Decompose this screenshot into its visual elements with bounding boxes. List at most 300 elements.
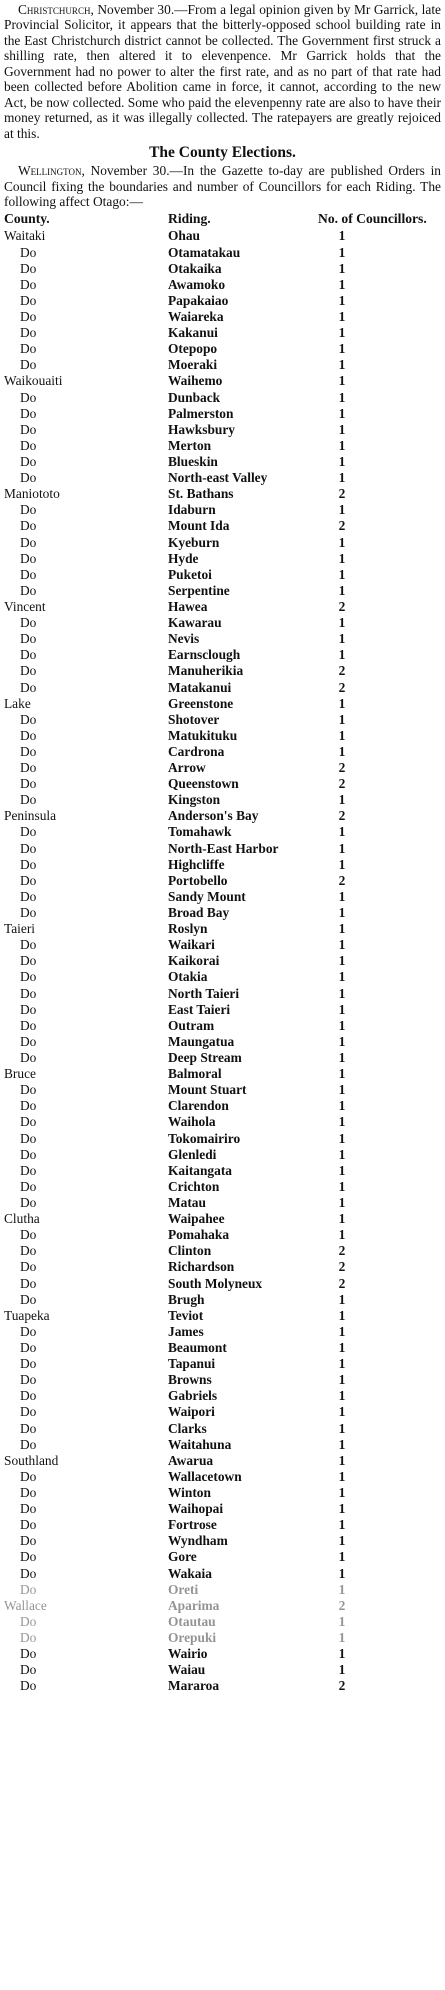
table-row [4, 341, 441, 357]
riding-cell: Aparima [168, 1597, 220, 1613]
councillors-cell: 1 [338, 1178, 346, 1194]
councillors-cell: 1 [338, 566, 346, 582]
county-cell: Do [20, 905, 37, 921]
county-cell: Do [20, 631, 37, 647]
county-cell: Do [20, 1484, 37, 1500]
councillors-cell: 1 [338, 695, 346, 711]
councillors-cell: 1 [338, 308, 346, 324]
councillors-cell: 1 [338, 1372, 346, 1388]
table-row [4, 680, 441, 696]
councillors-cell: 1 [338, 888, 346, 904]
riding-cell: Orepuki [168, 1629, 217, 1645]
riding-cell: Waiareka [168, 308, 224, 324]
county-cell: Do [20, 1613, 37, 1629]
councillors-cell: 1 [338, 1307, 346, 1323]
riding-cell: Roslyn [168, 921, 208, 937]
riding-cell: Waitahuna [168, 1436, 232, 1452]
table-row [4, 406, 441, 422]
councillors-cell: 1 [338, 1356, 346, 1372]
table-row [4, 422, 441, 438]
county-cell: Do [20, 1388, 37, 1404]
table-row [4, 760, 441, 776]
table-row [4, 776, 441, 792]
councillors-cell: 1 [338, 1501, 346, 1517]
riding-cell: Papakaiao [168, 292, 229, 308]
article-body: , November 30.—From a legal opinion given by Mr Garrick, late Provincial Solicitor, it appears that the bitterly-opposed school building rate in the East Christchurch district cannot be collected. The Government first struck a shilling rate, then altered it to elevenpence. Mr Garrick holds that the Government had no power to alter the first rate, and as no part of that rate had been collected before Abolition came in force, it cannot, according to the new Act, be now collected. Some who paid the elevenpenny rate are also to have their money returned, as it was illegally collected. The ratepayers are greatly rejoiced at this. [4, 2, 441, 141]
councillors-cell: 1 [338, 647, 346, 663]
councillors-cell: 1 [338, 341, 346, 357]
councillors-cell: 2 [338, 518, 346, 534]
county-cell: Maniototo [4, 486, 60, 502]
county-cell: Do [20, 1678, 37, 1694]
county-cell: Waitaki [4, 228, 46, 244]
councillors-cell: 1 [338, 292, 346, 308]
county-cell: Do [20, 518, 37, 534]
table-row [4, 1018, 441, 1034]
riding-cell: Awarua [168, 1452, 214, 1468]
county-cell: Do [20, 647, 37, 663]
councillors-cell: 1 [338, 1146, 346, 1162]
county-cell: Do [20, 260, 37, 276]
table-row [4, 1582, 441, 1598]
councillors-cell: 1 [338, 1646, 346, 1662]
riding-cell: Waihemo [168, 373, 223, 389]
riding-column-header: Riding. [168, 211, 211, 227]
riding-cell: East Taieri [168, 1001, 231, 1017]
county-cell: Do [20, 1291, 37, 1307]
county-cell: Do [20, 856, 37, 872]
table-row [4, 937, 441, 953]
county-cell: Do [20, 1662, 37, 1678]
councillors-cell: 1 [338, 1066, 346, 1082]
county-cell: Do [20, 1114, 37, 1130]
riding-cell: Gabriels [168, 1388, 218, 1404]
councillors-cell: 2 [338, 760, 346, 776]
riding-cell: Waiau [168, 1662, 206, 1678]
table-row [4, 857, 441, 873]
councillors-cell: 1 [338, 276, 346, 292]
county-cell: Do [20, 276, 37, 292]
table-row [4, 1598, 441, 1614]
county-cell: Do [20, 357, 37, 373]
county-cell: Do [20, 1420, 37, 1436]
table-row [4, 1388, 441, 1404]
county-cell: Do [20, 760, 37, 776]
table-row [4, 1131, 441, 1147]
riding-cell: Matau [168, 1195, 206, 1210]
table-row [4, 518, 441, 534]
county-cell: Waikouaiti [4, 373, 63, 389]
county-cell: Do [20, 1339, 37, 1355]
table-row [4, 1195, 441, 1211]
table-row [4, 470, 441, 486]
councillors-cell: 1 [338, 405, 346, 421]
table-row [4, 615, 441, 631]
county-cell: Do [20, 1243, 37, 1259]
county-cell: Do [20, 1146, 37, 1162]
table-row [4, 454, 441, 470]
councillors-cell: 1 [338, 840, 346, 856]
riding-cell: Waihola [168, 1114, 216, 1130]
county-cell: Do [20, 1178, 37, 1194]
councillors-cell: 1 [338, 1050, 346, 1066]
riding-cell: Hyde [168, 550, 199, 566]
riding-cell: Puketoi [168, 566, 212, 582]
table-row [4, 1050, 441, 1066]
table-row [4, 1404, 441, 1420]
riding-cell: Crichton [168, 1178, 220, 1194]
county-cell: Do [20, 453, 37, 469]
councillors-cell: 1 [338, 824, 346, 840]
table-header [4, 211, 441, 227]
table-row [4, 728, 441, 744]
county-cell: Do [20, 1436, 37, 1452]
table-row [4, 744, 441, 760]
riding-cell: Idaburn [168, 502, 216, 518]
riding-cell: Dunback [168, 389, 221, 405]
councillors-cell: 1 [338, 727, 346, 743]
table-row [4, 1662, 441, 1678]
councillors-cell: 1 [338, 228, 346, 244]
table-row [4, 921, 441, 937]
county-cell: Do [20, 1404, 37, 1420]
councillors-cell: 1 [338, 1162, 346, 1178]
table-row [4, 551, 441, 567]
riding-cell: Pomahaka [168, 1227, 230, 1243]
county-cell: Do [20, 1033, 37, 1049]
table-row [4, 1211, 441, 1227]
riding-cell: Clarendon [168, 1098, 229, 1114]
councillors-cell: 1 [338, 1291, 346, 1307]
riding-cell: Hawea [168, 598, 208, 614]
wellington-paragraph [4, 163, 441, 209]
riding-cell: North-East Harbor [168, 840, 279, 856]
councillors-cell: 1 [338, 856, 346, 872]
county-cell: Do [20, 405, 37, 421]
riding-cell: North Taieri [168, 985, 240, 1001]
councillors-cell: 1 [338, 582, 346, 598]
riding-cell: Shotover [168, 711, 220, 727]
riding-cell: Wairio [168, 1646, 208, 1662]
table-row [4, 535, 441, 551]
table-row [4, 228, 441, 244]
councillors-cell: 1 [338, 389, 346, 405]
table-row [4, 1372, 441, 1388]
table-row [4, 309, 441, 325]
table-row [4, 1340, 441, 1356]
councillors-cell: 1 [338, 1420, 346, 1436]
councillors-cell: 1 [338, 357, 346, 373]
table-row [4, 1533, 441, 1549]
councillors-cell: 2 [338, 1275, 346, 1291]
riding-cell: Otepopo [168, 341, 218, 357]
table-row [4, 1259, 441, 1275]
councillors-cell: 1 [338, 1404, 346, 1420]
county-column-header: County. [4, 211, 50, 227]
riding-cell: James [168, 1323, 204, 1339]
table-row [4, 293, 441, 309]
county-cell: Do [20, 1259, 37, 1275]
councillors-cell: 2 [338, 1597, 346, 1613]
county-cell: Do [20, 1130, 37, 1146]
councillors-cell: 1 [338, 470, 346, 486]
table-row [4, 1469, 441, 1485]
county-cell: Do [20, 953, 37, 969]
riding-cell: Kyeburn [168, 534, 220, 550]
county-cell: Do [20, 1517, 37, 1533]
table-row [4, 808, 441, 824]
table-row [4, 373, 441, 389]
table-row [4, 1002, 441, 1018]
county-cell: Southland [4, 1452, 59, 1468]
county-cell: Do [20, 1372, 37, 1388]
county-cell: Do [20, 566, 37, 582]
riding-cell: Tapanui [168, 1356, 216, 1372]
table-row [4, 1437, 441, 1453]
county-cell: Do [20, 792, 37, 808]
riding-cell: Awamoko [168, 276, 226, 292]
table-row [4, 1243, 441, 1259]
county-cell: Do [20, 1082, 37, 1098]
county-cell: Do [20, 1581, 37, 1597]
riding-cell: Arrow [168, 760, 206, 776]
riding-cell: Balmoral [168, 1066, 222, 1082]
councillors-cell: 1 [338, 1613, 346, 1629]
table-row [4, 1501, 441, 1517]
councillors-cell: 1 [338, 1098, 346, 1114]
county-cell: Do [20, 1275, 37, 1291]
riding-cell: Otamatakau [168, 244, 241, 260]
county-cell: Do [20, 937, 37, 953]
riding-cell: Earnsclough [168, 647, 241, 663]
christchurch-article [4, 2, 441, 141]
dateline-place: Christchurch [18, 2, 91, 17]
wellington-article [4, 163, 441, 209]
county-cell: Bruce [4, 1066, 36, 1082]
county-cell: Do [20, 470, 37, 486]
county-cell: Do [20, 1195, 37, 1210]
councillors-cell: 1 [338, 1388, 346, 1404]
table-row [4, 438, 441, 454]
county-cell: Do [20, 502, 37, 518]
councillors-cell: 1 [338, 534, 346, 550]
riding-cell: Mount Ida [168, 518, 230, 534]
riding-cell: Kaikorai [168, 953, 220, 969]
table-row [4, 1227, 441, 1243]
councillors-cell: 2 [338, 1678, 346, 1694]
councillors-cell: 1 [338, 615, 346, 631]
county-cell: Do [20, 969, 37, 985]
riding-cell: Wyndham [168, 1533, 228, 1549]
riding-cell: Beaumont [168, 1339, 227, 1355]
county-cell: Do [20, 824, 37, 840]
councillors-cell: 1 [338, 1339, 346, 1355]
table-row [4, 1421, 441, 1437]
councillors-cell: 1 [338, 453, 346, 469]
county-cell: Do [20, 437, 37, 453]
riding-cell: St. Bathans [168, 486, 234, 502]
table-row [4, 1630, 441, 1646]
riding-cell: Greenstone [168, 695, 234, 711]
riding-cell: Kakanui [168, 325, 218, 341]
table-row [4, 986, 441, 1002]
table-row [4, 245, 441, 261]
councillors-cell: 2 [338, 776, 346, 792]
riding-cell: Highcliffe [168, 856, 225, 872]
riding-cell: Mararoa [168, 1678, 220, 1694]
table-row [4, 873, 441, 889]
councillors-cell: 2 [338, 486, 346, 502]
county-cell: Do [20, 1227, 37, 1243]
riding-cell: Gore [168, 1549, 197, 1565]
county-cell: Do [20, 421, 37, 437]
riding-cell: Nevis [168, 631, 200, 647]
councillors-cell: 1 [338, 1484, 346, 1500]
riding-cell: Matukituku [168, 727, 238, 743]
table-row [4, 486, 441, 502]
councillors-cell: 1 [338, 792, 346, 808]
councillors-cell: 2 [338, 872, 346, 888]
county-cell: Do [20, 711, 37, 727]
table-row [4, 1276, 441, 1292]
county-cell: Do [20, 888, 37, 904]
councillors-cell: 1 [338, 244, 346, 260]
table-row [4, 261, 441, 277]
councillors-cell: 2 [338, 1243, 346, 1259]
county-cell: Do [20, 244, 37, 260]
councillors-cell: 1 [338, 743, 346, 759]
county-cell: Do [20, 1646, 37, 1662]
councillors-cell: 1 [338, 1033, 346, 1049]
riding-cell: Otakaika [168, 260, 222, 276]
county-cell: Vincent [4, 598, 46, 614]
table-row [4, 1614, 441, 1630]
county-cell: Peninsula [4, 808, 57, 824]
table-row [4, 1066, 441, 1082]
table-row [4, 663, 441, 679]
table-row [4, 1566, 441, 1582]
riding-cell: Fortrose [168, 1517, 217, 1533]
riding-cell: Otakia [168, 969, 208, 985]
riding-cell: South Molyneux [168, 1275, 263, 1291]
councillors-cell: 1 [338, 1017, 346, 1033]
county-cell: Do [20, 550, 37, 566]
councillors-cell: 1 [338, 953, 346, 969]
christchurch-paragraph [4, 2, 441, 141]
councillors-cell: 1 [338, 421, 346, 437]
councillors-cell: 1 [338, 631, 346, 647]
county-cell: Do [20, 1565, 37, 1581]
county-cell: Do [20, 292, 37, 308]
riding-cell: North-east Valley [168, 470, 268, 486]
riding-cell: Manuherikia [168, 663, 244, 679]
riding-cell: Winton [168, 1484, 211, 1500]
councillors-cell: 1 [338, 1468, 346, 1484]
table-row [4, 1485, 441, 1501]
county-cell: Do [20, 615, 37, 631]
councillors-cell: 1 [338, 1629, 346, 1645]
county-cell: Tuapeka [4, 1307, 50, 1323]
councillors-cell: 1 [338, 1533, 346, 1549]
table-row [4, 1549, 441, 1565]
county-cell: Do [20, 341, 37, 357]
table-row [4, 1082, 441, 1098]
councillors-cell: 1 [338, 1195, 346, 1210]
county-cell: Do [20, 534, 37, 550]
riding-cell: Glenledi [168, 1146, 217, 1162]
table-row [4, 1163, 441, 1179]
county-cell: Do [20, 663, 37, 679]
county-cell: Do [20, 727, 37, 743]
riding-cell: Tokomairiro [168, 1130, 241, 1146]
table-row [4, 712, 441, 728]
councillors-cell: 1 [338, 1211, 346, 1227]
riding-cell: Browns [168, 1372, 212, 1388]
table-row [4, 1098, 441, 1114]
county-cell: Do [20, 1549, 37, 1565]
riding-cell: Cardrona [168, 743, 225, 759]
riding-cell: Queenstown [168, 776, 239, 792]
councillors-cell: 1 [338, 711, 346, 727]
table-row [4, 567, 441, 583]
county-cell: Do [20, 872, 37, 888]
riding-cell: Anderson's Bay [168, 808, 259, 824]
county-cell: Do [20, 1098, 37, 1114]
councillors-cell: 1 [338, 905, 346, 921]
table-row [4, 1324, 441, 1340]
riding-cell: Maungatua [168, 1033, 235, 1049]
table-row [4, 1114, 441, 1130]
table-row [4, 502, 441, 518]
riding-cell: Palmerston [168, 405, 234, 421]
councillors-cell: 1 [338, 1114, 346, 1130]
table-row [4, 969, 441, 985]
table-row [4, 905, 441, 921]
riding-cell: Mount Stuart [168, 1082, 247, 1098]
table-row [4, 792, 441, 808]
councillors-cell: 1 [338, 325, 346, 341]
table-row [4, 1517, 441, 1533]
councillors-cell: 1 [338, 437, 346, 453]
riding-cell: Richardson [168, 1259, 235, 1275]
councillors-cell: 1 [338, 1565, 346, 1581]
riding-cell: Kawarau [168, 615, 222, 631]
riding-cell: Waikari [168, 937, 215, 953]
county-cell: Do [20, 776, 37, 792]
councillors-cell: 1 [338, 937, 346, 953]
councillors-cell: 1 [338, 550, 346, 566]
councillors-cell: 1 [338, 921, 346, 937]
councillors-cell: 1 [338, 1227, 346, 1243]
riding-cell: Wakaia [168, 1565, 212, 1581]
councillors-cell: 2 [338, 598, 346, 614]
table-row [4, 1292, 441, 1308]
table-row [4, 583, 441, 599]
riding-cell: Outram [168, 1017, 215, 1033]
councillors-cell: 1 [338, 502, 346, 518]
county-cell: Do [20, 679, 37, 695]
table-row [4, 1034, 441, 1050]
county-cell: Do [20, 1001, 37, 1017]
county-cell: Lake [4, 695, 31, 711]
county-cell: Do [20, 743, 37, 759]
section-heading: The County Elections. [149, 144, 296, 162]
county-cell: Do [20, 985, 37, 1001]
riding-cell: Waipahee [168, 1211, 225, 1227]
riding-cell: Broad Bay [168, 905, 230, 921]
article-body: , November 30.—In the Gazette to-day are published Orders in Council fixing the boundaries and number of Councillors for each Riding. The following affect Otago:— [4, 163, 441, 209]
riding-cell: Wallacetown [168, 1468, 242, 1484]
